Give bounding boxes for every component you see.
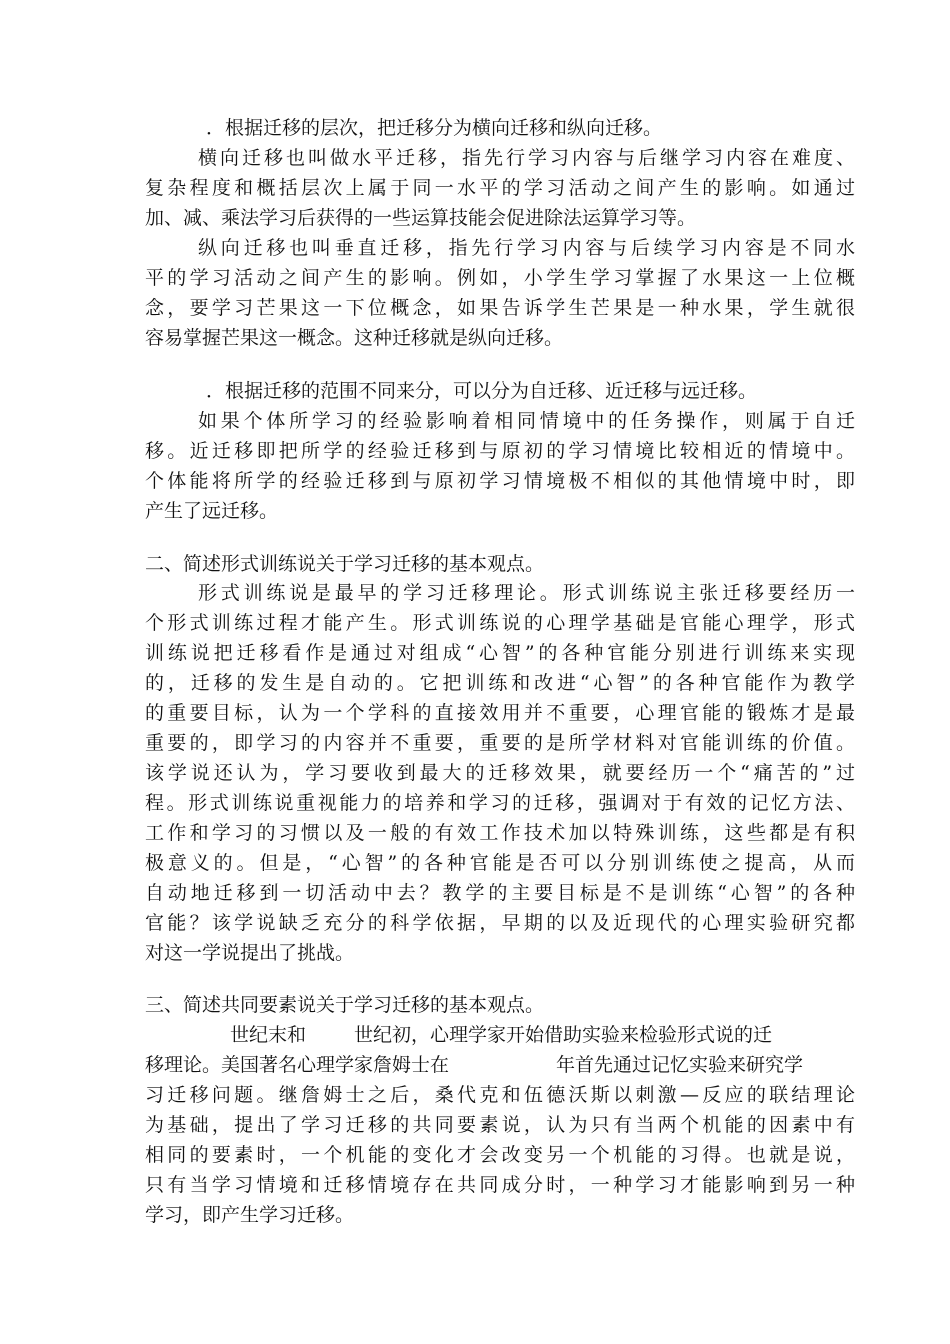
paragraph-line: 产生了远迁移。 [145, 500, 279, 522]
paragraph-line: 为基础，提出了学习迁移的共同要素说，认为只有当两个机能的因素中有 [145, 1114, 855, 1136]
paragraph-line: 工作和学习的习惯以及一般的有效工作技术加以特殊训练，这些都是有积 [145, 822, 855, 844]
paragraph-line: 的重要目标，认为一个学科的直接效用并不重要，心理官能的锻炼才是最 [145, 702, 855, 724]
paragraph-line: 相同的要素时，一个机能的变化才会改变另一个机能的习得。也就是说， [145, 1144, 855, 1166]
paragraph-line: 训练说把迁移看作是通过对组成“心智”的各种官能分别进行训练来实现 [145, 642, 855, 664]
paragraph-line: 对这一学说提出了挑战。 [145, 942, 355, 964]
paragraph-line: 重要的，即学习的内容并不重要，重要的是所学材料对官能训练的价值。 [145, 732, 855, 754]
paragraph-line: 横向迁移也叫做水平迁移，指先行学习内容与后继学习内容在难度、 [198, 147, 855, 169]
paragraph-line: 平的学习活动之间产生的影响。例如，小学生学习掌握了水果这一上位概 [145, 267, 855, 289]
paragraph-line: 念，要学习芒果这一下位概念，如果告诉学生芒果是一种水果，学生就很 [145, 297, 855, 319]
paragraph-line: 的，迁移的发生是自动的。它把训练和改进“心智”的各种官能作为教学 [145, 672, 855, 694]
paragraph-line: 习迁移问题。继詹姆士之后，桑代克和伍德沃斯以刺激—反应的联结理论 [145, 1084, 855, 1106]
paragraph-line-fragment: 世纪末和 [230, 1024, 307, 1046]
paragraph-line: 只有当学习情境和迁移情境存在共同成分时，一种学习才能影响到另一种 [145, 1174, 855, 1196]
paragraph-line: 程。形式训练说重视能力的培养和学习的迁移，强调对于有效的记忆方法、 [145, 792, 855, 814]
section-heading-identical-elements: 三、简述共同要素说关于学习迁移的基本观点。 [145, 994, 545, 1016]
paragraph-line: 个形式训练过程才能产生。形式训练说的心理学基础是官能心理学，形式 [145, 612, 855, 634]
paragraph-line: 个体能将所学的经验迁移到与原初学习情境极不相似的其他情境中时，即 [145, 470, 855, 492]
paragraph-line: 该学说还认为，学习要收到最大的迁移效果，就要经历一个“痛苦的”过 [145, 762, 855, 784]
paragraph-line: 复杂程度和概括层次上属于同一水平的学习活动之间产生的影响。如通过 [145, 177, 855, 199]
subsection-heading-level-transfer: ．根据迁移的层次，把迁移分为横向迁移和纵向迁移。 [206, 117, 663, 139]
paragraph-line: 容易掌握芒果这一概念。这种迁移就是纵向迁移。 [145, 327, 564, 349]
paragraph-line: 加、减、乘法学习后获得的一些运算技能会促进除法运算学习等。 [145, 207, 697, 229]
paragraph-line-fragment: 世纪初，心理学家开始借助实验来检验形式说的迁 [354, 1024, 773, 1046]
paragraph-line: 形式训练说是最早的学习迁移理论。形式训练说主张迁移要经历一 [198, 582, 855, 604]
paragraph-line-fragment: 年首先通过记忆实验来研究学 [556, 1054, 804, 1076]
section-heading-formal-discipline: 二、简述形式训练说关于学习迁移的基本观点。 [145, 553, 545, 575]
paragraph-line: 移。近迁移即把所学的经验迁移到与原初的学习情境比较相近的情境中。 [145, 440, 855, 462]
paragraph-line: 纵向迁移也叫垂直迁移，指先行学习内容与后续学习内容是不同水 [198, 237, 855, 259]
subsection-heading-range-transfer: ．根据迁移的范围不同来分，可以分为自迁移、近迁移与远迁移。 [206, 380, 758, 402]
paragraph-line-fragment: 移理论。美国著名心理学家詹姆士在 [145, 1054, 450, 1076]
paragraph-line: 学习，即产生学习迁移。 [145, 1204, 355, 1226]
paragraph-line: 自动地迁移到一切活动中去？教学的主要目标是不是训练“心智”的各种 [145, 882, 855, 904]
paragraph-line: 如果个体所学习的经验影响着相同情境中的任务操作，则属于自迁 [198, 410, 855, 432]
paragraph-line: 极意义的。但是，“心智”的各种官能是否可以分别训练使之提高，从而 [145, 852, 855, 874]
paragraph-line: 官能？该学说缺乏充分的科学依据，早期的以及近现代的心理实验研究都 [145, 912, 855, 934]
